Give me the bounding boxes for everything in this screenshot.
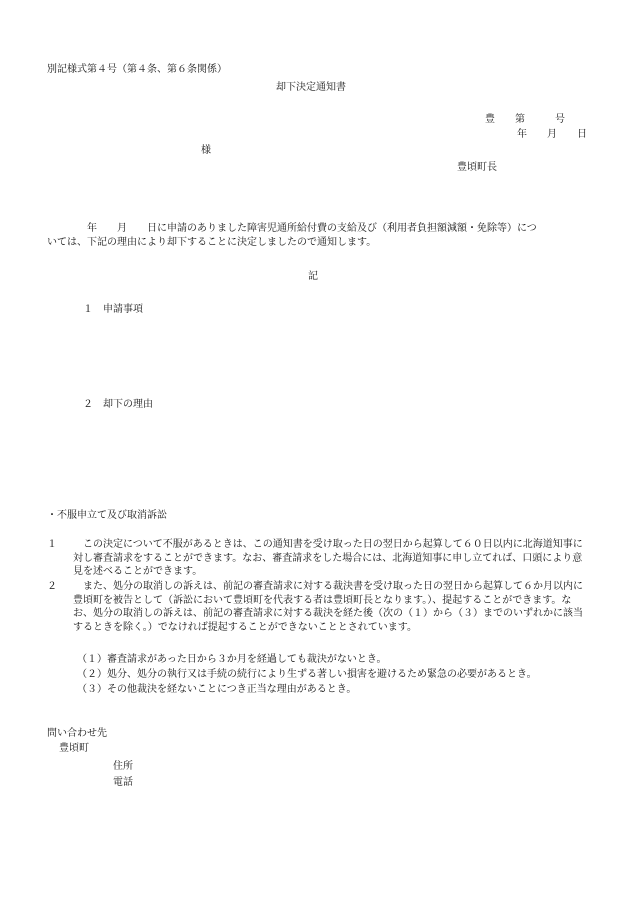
notice-number: １: [47, 539, 57, 550]
document-title: 却下決定通知書: [276, 82, 346, 93]
contact-address-label: 住所: [113, 761, 133, 772]
addressee-suffix: 様: [201, 145, 211, 156]
notice-text: [73, 580, 585, 634]
issue-date: 年 月 日: [517, 129, 587, 140]
intro-line-2: いては、下記の理由により却下することに決定しましたので通知します。: [47, 237, 377, 248]
contact-phone-label: 電話: [113, 777, 133, 788]
ki-label: 記: [308, 271, 318, 282]
case-item-3: （３）その他裁決を経ないことにつき正当な理由があるとき。: [77, 684, 357, 695]
notice-text-content: また、処分の取消しの訴えは、前記の審査請求に対する裁決書を受け取った日の翌日から起算して６か月以内に豊頃町を被告として（訴訟において豊頃町を代表する者は豊頃町長となります。）、提起することができます。なお、処分の取消しの訴えは、前記の審査請求に対する裁決を経た後（次の（１）から（３）までのいずれかに該当するときを除く。）でなければ提起することができないこととされています。: [73, 581, 583, 633]
notice-text-content: この決定について不服があるときは、この通知書を受け取った日の翌日から起算して６０日以内に北海道知事に対し審査請求をすることができます。なお、審査請求をした場合には、北海道知事に申し立てれば、口頭により意見を述べることができます。: [73, 539, 583, 577]
sender-name: 豊頃町長: [457, 162, 497, 173]
notice-number: ２: [47, 581, 57, 592]
form-label: 別記様式第４号（第４条、第６条関係）: [47, 64, 227, 75]
contact-heading: 問い合わせ先: [47, 728, 107, 739]
contact-town: 豊頃町: [59, 743, 89, 754]
intro-line-1: 年 月 日に申請のありました障害児通所給付費の支給及び（利用者負担額減額・免除等）につ: [47, 223, 537, 234]
appeal-heading: ・不服申立て及び取消訴訟: [47, 510, 167, 521]
notice-text: [73, 538, 585, 579]
document-number: 豊 第 号: [485, 114, 565, 125]
section-application-items: １ 申請事項: [83, 304, 143, 315]
case-item-2: （２）処分、処分の執行又は手続の続行により生ずる著しい損害を避けるため緊急の必要があるとき。: [77, 669, 537, 680]
case-item-1: （１）審査請求があった日から３か月を経過しても裁決がないとき。: [77, 654, 387, 665]
section-rejection-reason: ２ 却下の理由: [83, 399, 153, 410]
